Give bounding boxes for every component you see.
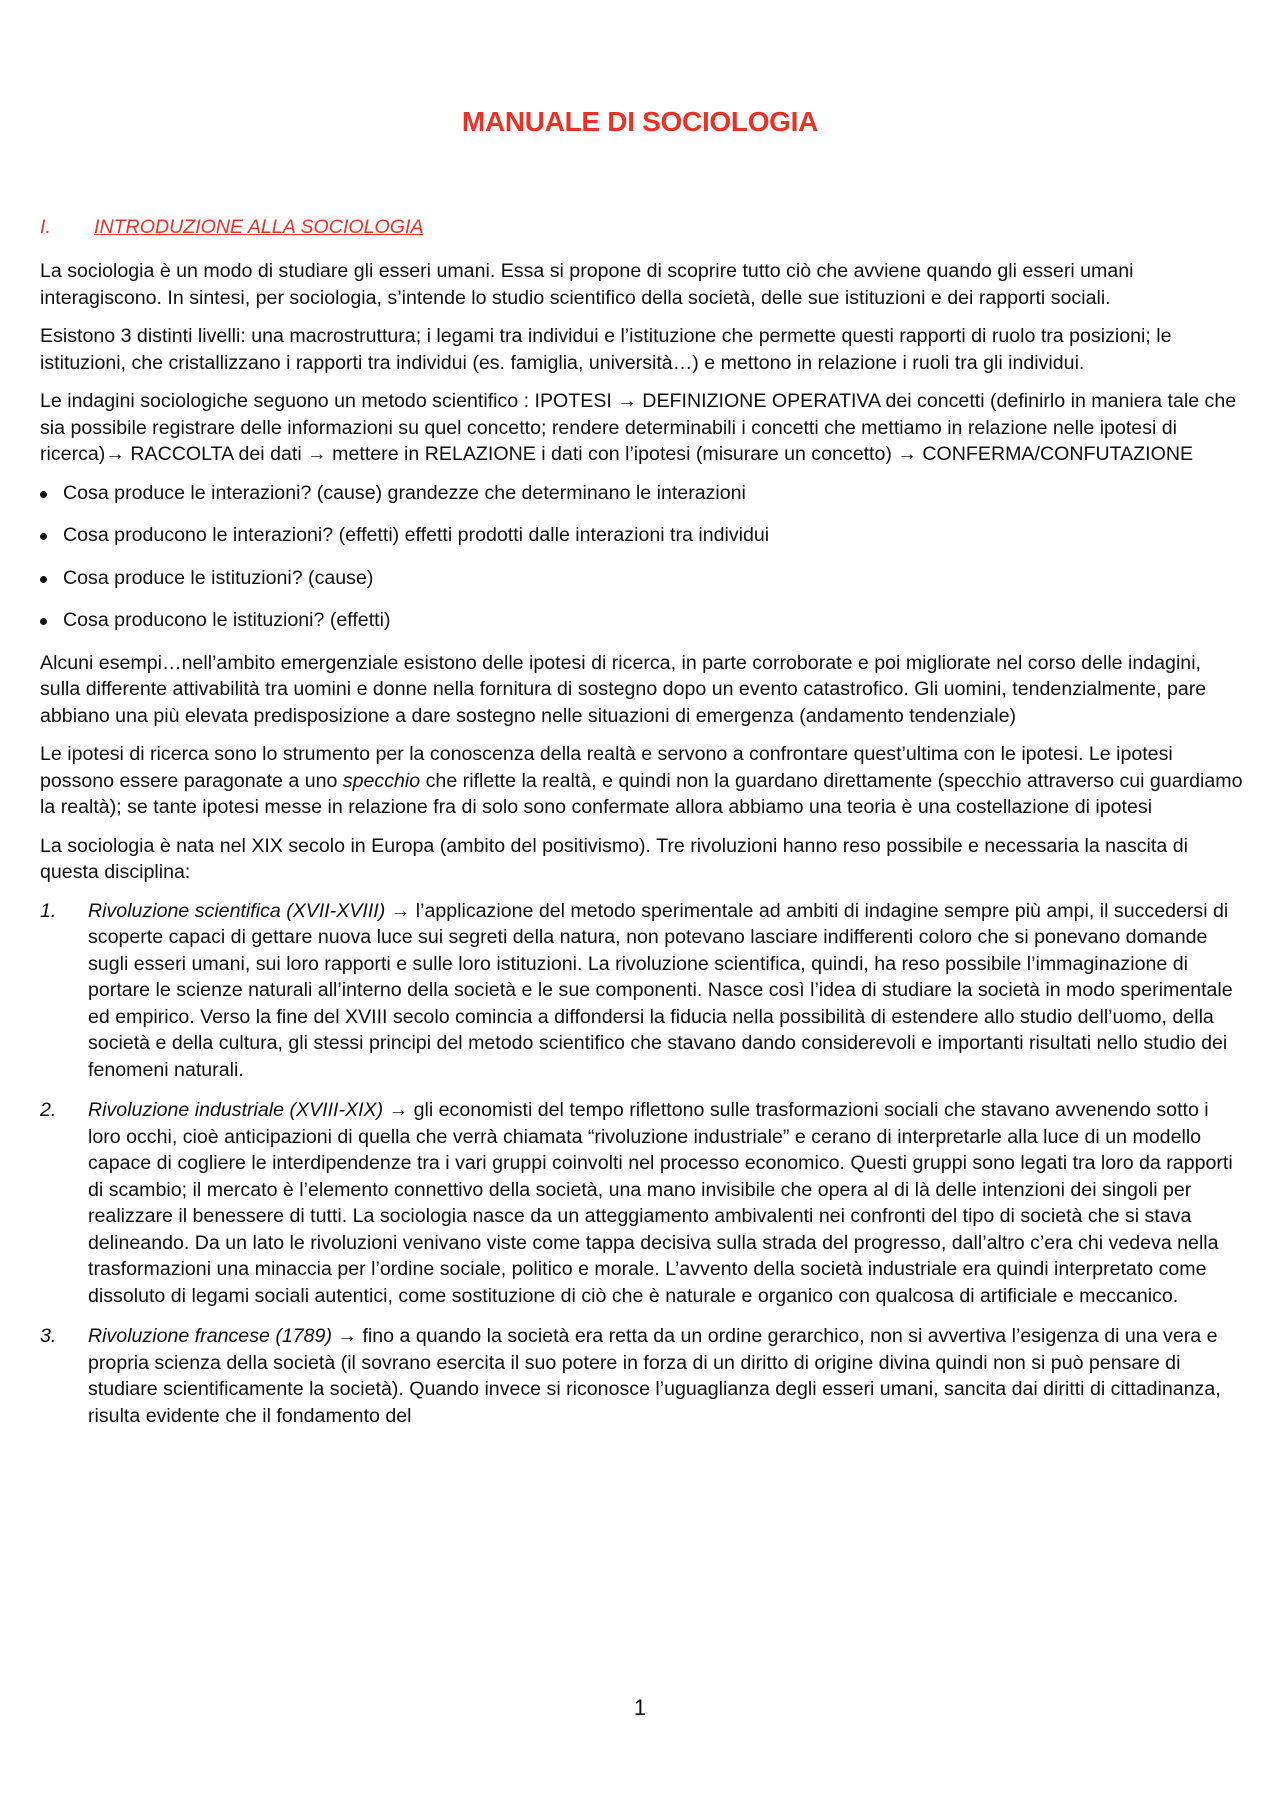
paragraph-levels: Esistono 3 distinti livelli: una macrostruttura; i legami tra individui e l’istituzione che permette questi rapporti di ruolo tra posizioni; le istituzioni, che cristallizzano i rapporti tra individui (es. famiglia, università…) e mettono in relazione i ruoli tra gli individui. [40, 325, 1172, 374]
paragraph-hypotheses-italic: specchio [342, 769, 421, 792]
revolution-lead: Rivoluzione francese (1789) [88, 1325, 332, 1347]
paragraph-hypotheses-part1: Le ipotesi di ricerca sono lo strumento per la conoscenza della realtà e servono a confrontare quest’ultima con le ipotesi. Le ipotesi possono essere paragonate a uno [40, 743, 1173, 792]
list-item-text: Cosa producono le interazioni? (effetti) effetti prodotti dalle interazioni tra individui [63, 524, 770, 546]
revolutions-list [40, 898, 1246, 1430]
document-title: MANUALE DI SOCIOLOGIA [461, 106, 819, 137]
bullet-icon [40, 576, 47, 583]
paragraph-hypotheses-part2: che riflette la realtà, e quindi non la guardano direttamente (specchio attraverso cui guardiamo la realtà); se tante ipotesi messe in relazione fra di solo sono confermate allora abbiamo una teoria è una costellazione di ipotesi [40, 769, 1243, 818]
revolution-item [40, 1097, 1246, 1309]
revolution-lead: Rivoluzione industriale (XVIII-XIX) [88, 1099, 384, 1121]
list-item [40, 565, 1246, 592]
paragraph-method: Le indagini sociologiche seguono un metodo scientifico : IPOTESI → DEFINIZIONE OPERATIVA dei concetti (definirlo in maniera tale che sia possibile registrare delle informazioni su quel concetto; rendere determinabili i concetti che mettiamo in relazione nelle ipotesi di ricerca)→ RACCOLTA dei dati → mettere in RELAZIONE i dati con l’ipotesi (misurare un concetto) → CONFERMA/CONFUTAZIONE [40, 390, 1237, 465]
paragraph-origins: La sociologia è nata nel XIX secolo in Europa (ambito del positivismo). Tre rivoluzioni hanno reso possibile e necessaria la nascita di questa disciplina: [40, 834, 1188, 883]
revolution-lead: Rivoluzione scientifica (XVII-XVIII) [88, 899, 386, 922]
revolution-number: 2. [40, 1099, 57, 1121]
list-item [40, 522, 1246, 549]
revolution-number: 1. [40, 899, 57, 922]
section-title: INTRODUZIONE ALLA SOCIOLOGIA [94, 216, 424, 238]
list-item-text: Cosa produce le interazioni? (cause) grandezze che determinano le interazioni [63, 481, 746, 504]
revolution-item [40, 1323, 1246, 1429]
revolution-text: → l’applicazione del metodo sperimentale ad ambiti di indagine sempre più ampi, il succedersi di scoperte capaci di gettare nuova luce sui segreti della natura, non potevano lasciare indifferenti coloro che si ponevano domande sugli esseri umani, sui loro rapporti e sulle loro istituzioni. La rivoluzione scientifica, quindi, ha reso possibile l’immaginazione di portare le scienze naturali all’interno della società e le sue componenti. Nasce così l’idea di studiare la società in modo sperimentale ed empirico. Verso la fine del XVIII secolo comincia a diffondersi la fiducia nella possibilità di estendere allo studio dell’uomo, della società e della cultura, gli stessi principi del metodo scientifico che stavano dando considerevoli e importanti risultati nello studio dei fenomeni naturali. [88, 899, 1233, 1081]
revolution-text: → gli economisti del tempo riflettono sulle trasformazioni sociali che stavano avvenendo sotto i loro occhi, cioè anticipazioni di quella che verrà chiamata “rivoluzione industriale” e cerano di interpretarle alla luce di un modello capace di cogliere le interdipendenze tra i vari gruppi coinvolti nel processo economico. Questi gruppi sono legati tra loro da rapporti di scambio; il mercato è l’elemento connettivo della società, una mano invisibile che opera al di là delle intenzioni dei singoli per realizzare il benessere di tutti. La sociologia nasce da un atteggiamento ambivalenti nei confronti del tipo di società che si stava delineando. Da un lato le rivoluzioni venivano viste come tappa decisiva sulla strada del progresso, dall’altro c’era chi vedeva nella trasformazioni una minaccia per l’ordine sociale, politico e morale. L’avvento della società industriale era quindi interpretato come dissoluto di legami sociali autentici, come sostituzione di ciò che è naturale e organico con qualcosa di artificiale e meccanico. [88, 1099, 1233, 1307]
paragraph-examples: Alcuni esempi…nell’ambito emergenziale esistono delle ipotesi di ricerca, in parte corroborate e poi migliorate nel corso delle indagini, sulla differente attivabilità tra uomini e donne nella fornitura di sostegno dopo un evento catastrofico. Gli uomini, tendenzialmente, pare abbiano una più elevata predisposizione a dare sostegno nelle situazioni di emergenza (andamento tendenziale) [40, 651, 1207, 727]
revolution-item [40, 898, 1246, 1084]
list-item-text: Cosa produce le istituzioni? (cause) [63, 566, 374, 589]
bullet-icon [40, 491, 47, 498]
paragraph-definition: La sociologia è un modo di studiare gli esseri umani. Essa si propone di scoprire tutto ciò che avviene quando gli esseri umani interagiscono. In sintesi, per sociologia, s’intende lo studio scientifico della società, delle sue istituzioni e dei rapporti sociali. [40, 260, 1134, 309]
list-item [40, 480, 1246, 507]
bullet-icon [40, 618, 47, 625]
paragraph-hypotheses [40, 741, 1246, 821]
revolution-text: → fino a quando la società era retta da un ordine gerarchico, non si avvertiva l’esigenza di una vera e propria scienza della società (il sovrano esercita il suo potere in forza di un diritto di origine divina quindi non si può pensare di studiare scientificamente la società). Quando invece si riconosce l’uguaglianza degli esseri umani, sancita dai diritti di cittadinanza, risulta evidente che il fondamento del [88, 1325, 1221, 1427]
list-item-text: Cosa producono le istituzioni? (effetti) [63, 609, 391, 631]
document-body [40, 258, 1246, 1443]
question-list [40, 480, 1246, 634]
page-number: 1 [633, 1695, 647, 1720]
section-heading [40, 214, 424, 241]
list-item [40, 607, 1246, 634]
section-number: I. [40, 216, 51, 238]
revolution-number: 3. [40, 1325, 57, 1347]
bullet-icon [40, 533, 47, 540]
